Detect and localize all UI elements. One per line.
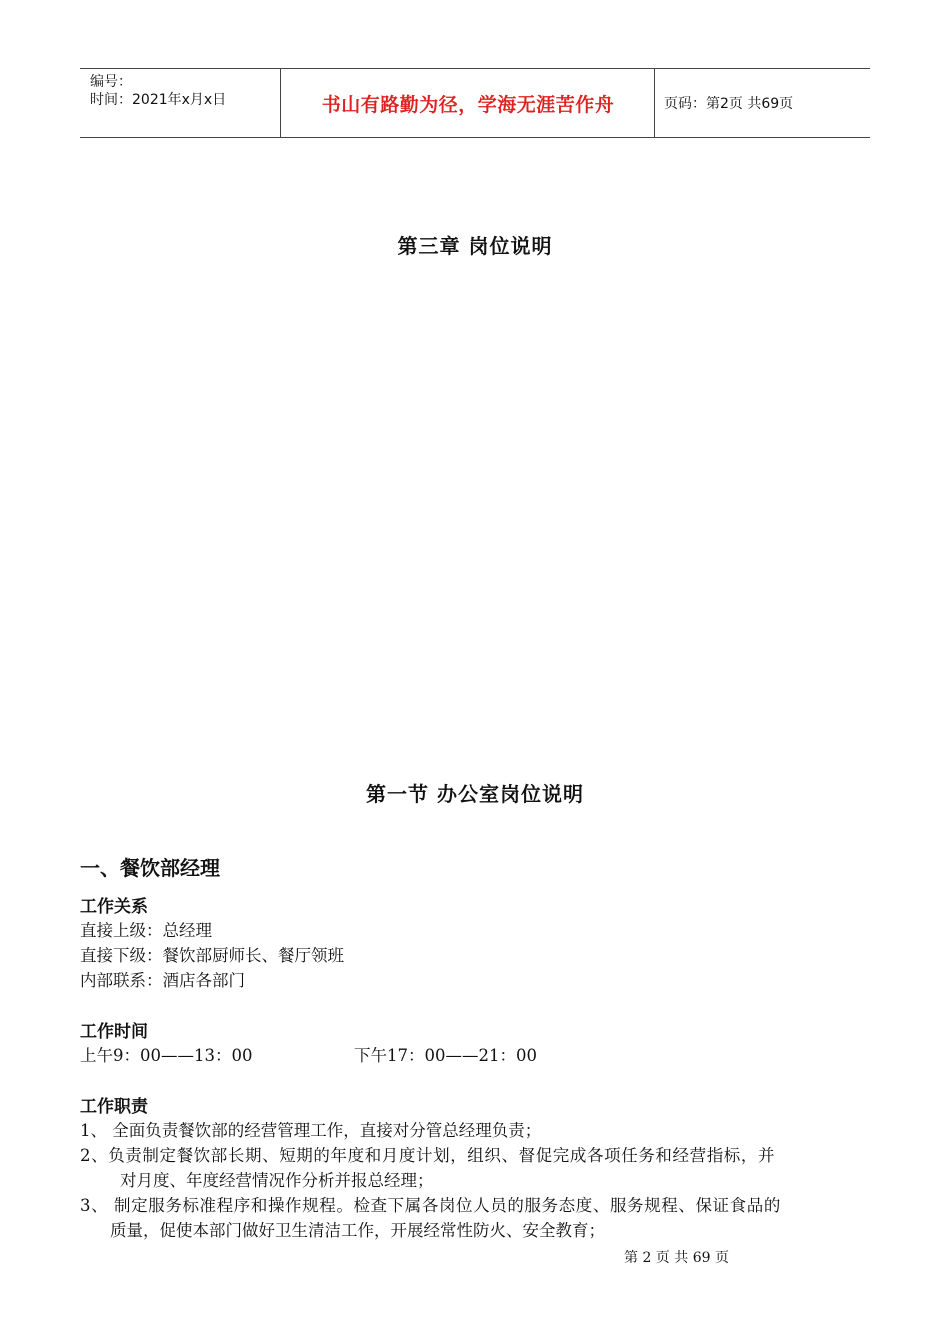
position-title: 一、餐饮部经理: [80, 856, 220, 880]
duty-line: 2、负责制定餐饮部长期、短期的年度和月度计划，组织、督促完成各项任务和经营指标，并: [80, 1146, 776, 1165]
chapter-title: 第三章 岗位说明: [397, 234, 553, 258]
duty-line-continued: 质量，促使本部门做好卫生清洁工作，开展经常性防火、安全教育；: [110, 1221, 605, 1240]
duty-line: 1、 全面负责餐饮部的经营管理工作，直接对分管总经理负责；: [80, 1121, 542, 1140]
duties-heading: 工作职责: [80, 1097, 148, 1117]
header-number-label: 编号：: [90, 74, 132, 90]
work-relations-heading: 工作关系: [80, 897, 148, 917]
work-time-heading: 工作时间: [80, 1022, 148, 1042]
header-page-info: 页码：第2页 共69页: [664, 96, 794, 112]
header-time-label: 时间：2021年x月x日: [90, 92, 227, 108]
work-time-morning: 上午9：00——13：00: [80, 1046, 253, 1065]
document-header: [80, 68, 870, 138]
duty-line-continued: 对月度、年度经营情况作分析并报总经理；: [120, 1171, 434, 1190]
work-time-afternoon: 下午17：00——21：00: [354, 1046, 537, 1065]
duty-line: 3、 制定服务标准程序和操作规程。检查下属各岗位人员的服务态度、服务规程、保证食品的: [80, 1196, 781, 1215]
relation-line: 直接上级：总经理: [80, 921, 212, 940]
relation-line: 直接下级：餐饮部厨师长、餐厅领班: [80, 946, 344, 965]
header-motto: 书山有路勤为径，学海无涯苦作舟: [321, 93, 615, 116]
page-footer: 第 2 页 共 69 页: [624, 1250, 729, 1266]
relation-line: 内部联系：酒店各部门: [80, 971, 245, 990]
header-divider: [280, 69, 281, 137]
section-title: 第一节 办公室岗位说明: [366, 782, 584, 806]
header-divider: [654, 69, 655, 137]
